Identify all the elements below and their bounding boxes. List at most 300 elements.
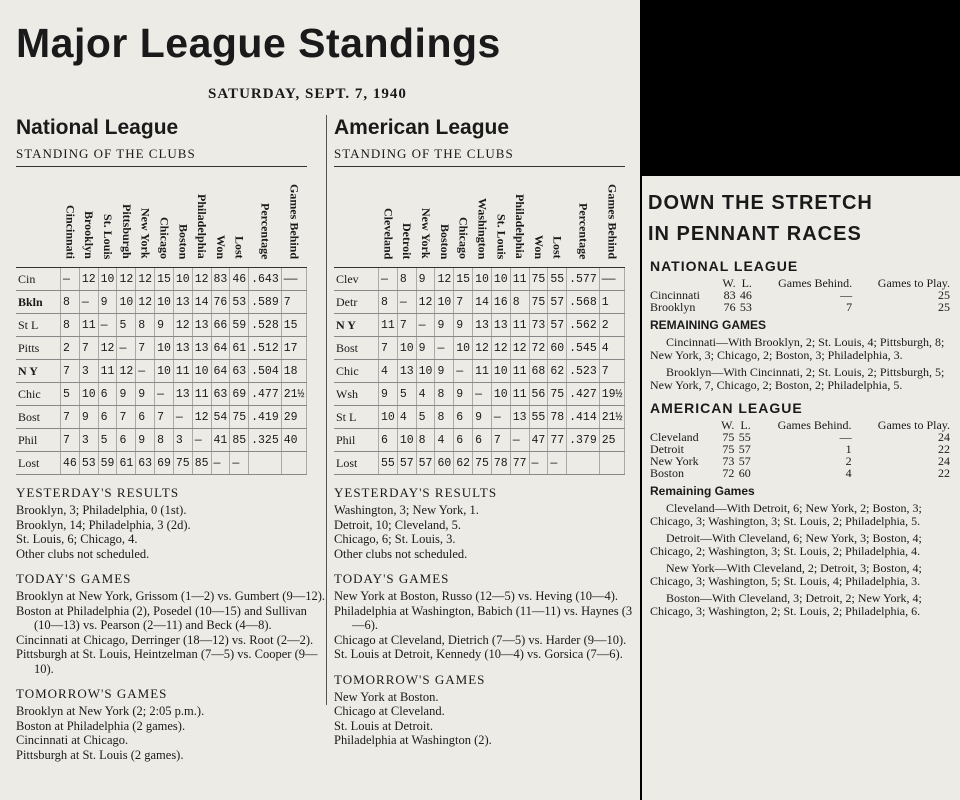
today-list: [334, 589, 634, 662]
stat-cell: .379: [567, 429, 600, 452]
table-row: [16, 337, 307, 360]
stretch-cell: 60: [738, 466, 751, 480]
national-league-column: [16, 112, 326, 762]
stat-cell: 85: [230, 429, 249, 452]
team-cell: Phil: [16, 429, 61, 452]
stat-cell: 13: [397, 360, 416, 383]
stat-cell: 57: [548, 314, 567, 337]
yesterday-heading: YESTERDAY'S RESULTS: [16, 485, 180, 500]
column-header-label: Percentage: [576, 202, 591, 259]
stretch-cell: New York: [650, 454, 699, 468]
stretch-al-table: [650, 419, 950, 479]
stretch-cell: 55: [738, 430, 751, 444]
stretch-cell: 75: [722, 442, 735, 456]
column-header: [173, 167, 192, 268]
stat-cell: —: [379, 268, 398, 291]
column-header: [117, 167, 136, 268]
stat-cell: .568: [567, 291, 600, 314]
stat-cell: —: [397, 291, 416, 314]
team-cell: Lost: [16, 452, 61, 475]
stat-cell: 4: [379, 360, 398, 383]
stat-cell: 10: [491, 268, 510, 291]
column-header: [211, 167, 230, 268]
standings-subtitle: STANDING OF THE CLUBS: [16, 146, 196, 161]
page-headline: Major League Standings: [16, 20, 501, 66]
stretch-cell: 72: [722, 466, 735, 480]
stat-cell: [599, 452, 625, 475]
stretch-column-header: W.: [722, 276, 736, 290]
list-item: Philadelphia at Washington (2).: [334, 733, 492, 747]
column-header: [155, 167, 174, 268]
stat-cell: 73: [529, 314, 548, 337]
stat-cell: 68: [529, 360, 548, 383]
stat-cell: [249, 452, 282, 475]
stat-cell: —: [510, 429, 529, 452]
dateline: SATURDAY, SEPT. 7, 1940: [208, 86, 407, 102]
column-header-label: Brooklyn: [82, 211, 97, 259]
team-cell: Bost: [334, 337, 379, 360]
stat-cell: 60: [435, 452, 454, 475]
stat-cell: .325: [249, 429, 282, 452]
column-header-label: Detroit: [400, 222, 415, 259]
table-row: [650, 467, 950, 479]
stat-cell: 9: [117, 383, 136, 406]
stretch-cell: 22: [938, 442, 950, 456]
stretch-cell: 22: [938, 466, 950, 480]
stat-cell: .504: [249, 360, 282, 383]
tomorrow-heading: TOMORROW'S GAMES: [334, 671, 486, 687]
column-header-label: Cleveland: [381, 207, 396, 259]
stat-cell: 10: [117, 291, 136, 314]
yesterday-heading: YESTERDAY'S RESULTS: [334, 485, 498, 500]
column-header: [529, 167, 548, 268]
stat-cell: 10: [192, 360, 211, 383]
stat-cell: 7: [155, 406, 174, 429]
stat-cell: 63: [211, 383, 230, 406]
list-item: Cincinnati at Chicago.: [16, 733, 129, 747]
column-header-label: Boston: [437, 223, 452, 259]
table-row: [16, 291, 307, 314]
column-header-label: Lost: [232, 236, 247, 259]
table-row: [650, 301, 950, 313]
stat-cell: 9: [435, 314, 454, 337]
stat-cell: 7: [454, 291, 473, 314]
stat-cell: 10: [491, 360, 510, 383]
stat-cell: 64: [211, 360, 230, 383]
stat-cell: —: [211, 452, 230, 475]
stretch-cell: 57: [738, 442, 751, 456]
standings-header-row: [334, 167, 625, 268]
stat-cell: 13: [491, 314, 510, 337]
stretch-cell: 24: [938, 430, 950, 444]
stat-cell: 9: [435, 360, 454, 383]
stat-cell: [567, 452, 600, 475]
team-cell: N Y: [334, 314, 379, 337]
stat-cell: 10: [416, 360, 435, 383]
team-cell: Phil: [334, 429, 379, 452]
stat-cell: 75: [529, 268, 548, 291]
stat-cell: 12: [117, 268, 136, 291]
stretch-cell: 25: [938, 300, 950, 314]
stat-cell: —: [117, 337, 136, 360]
list-item: Boston at Philadelphia (2 games).: [16, 718, 186, 733]
stat-cell: 12: [192, 406, 211, 429]
stat-cell: 11: [510, 360, 529, 383]
stat-cell: 78: [548, 406, 567, 429]
column-header-label: Percentage: [258, 202, 273, 259]
stat-cell: 6: [117, 429, 136, 452]
column-header-label: Lost: [550, 236, 565, 259]
table-row: [16, 452, 307, 475]
column-header: [192, 167, 211, 268]
list-item: Other clubs not scheduled.: [334, 546, 468, 561]
column-header: [230, 167, 249, 268]
league-title: American League: [334, 116, 510, 139]
stat-cell: 75: [173, 452, 192, 475]
stat-cell: .643: [249, 268, 282, 291]
stat-cell: 40: [281, 429, 307, 452]
column-header: [548, 167, 567, 268]
stat-cell: 9: [136, 429, 155, 452]
table-row: [650, 289, 950, 301]
stat-cell: 10: [173, 268, 192, 291]
stat-cell: 8: [136, 314, 155, 337]
stat-cell: 8: [416, 429, 435, 452]
header-corner: [334, 167, 379, 268]
list-item: St. Louis at Detroit, Kennedy (10—4) vs. Gorsica (7—6).: [334, 647, 623, 661]
stat-cell: 10: [79, 383, 98, 406]
column-header: [79, 167, 98, 268]
stat-cell: 8: [155, 429, 174, 452]
column-header: [397, 167, 416, 268]
list-item: St. Louis at Detroit.: [334, 718, 433, 733]
today-list: [16, 589, 326, 676]
stat-cell: 15: [155, 268, 174, 291]
list-item: Brooklyn at New York (2; 2:05 p.m.).: [16, 704, 205, 718]
yesterday-list: [16, 503, 326, 561]
stat-cell: —: [61, 268, 80, 291]
remaining-paragraph: Detroit—With Cleveland, 6; New York, 3; Boston, 4; Chicago, 2; Washington, 3; St. Louis, 2; Philadelphia, 4.: [650, 531, 922, 558]
stat-cell: 15: [281, 314, 307, 337]
list-item: Cincinnati at Chicago, Derringer (18—12) vs. Root (2—2).: [16, 632, 314, 647]
stat-cell: 7: [61, 429, 80, 452]
stat-cell: 47: [529, 429, 548, 452]
stat-cell: 4: [416, 383, 435, 406]
stat-cell: 69: [155, 452, 174, 475]
stretch-cell: 73: [722, 454, 735, 468]
stat-cell: .414: [567, 406, 600, 429]
stretch-cell: 7: [846, 300, 853, 314]
stat-cell: 25: [599, 429, 625, 452]
stat-cell: —: [454, 360, 473, 383]
stretch-cell: —: [839, 430, 852, 444]
stat-cell: —: [173, 406, 192, 429]
stretch-al-title: AMERICAN LEAGUE: [650, 400, 803, 416]
stat-cell: 77: [510, 452, 529, 475]
stat-cell: 13: [510, 406, 529, 429]
stat-cell: 8: [379, 291, 398, 314]
stretch-title-line1: DOWN THE STRETCH: [648, 192, 873, 214]
stat-cell: 11: [192, 383, 211, 406]
stat-cell: 21½: [281, 383, 307, 406]
stat-cell: 18: [281, 360, 307, 383]
stat-cell: 54: [211, 406, 230, 429]
stat-cell: .427: [567, 383, 600, 406]
stat-cell: 9: [416, 337, 435, 360]
column-header-label: Games Behind: [605, 183, 620, 259]
column-header-label: Chicago: [157, 217, 172, 259]
standings-table: [16, 166, 307, 475]
stat-cell: —: [473, 383, 492, 406]
stat-cell: .589: [249, 291, 282, 314]
stat-cell: 7: [491, 429, 510, 452]
stat-cell: 57: [416, 452, 435, 475]
stat-cell: 17: [281, 337, 307, 360]
list-item: Pittsburgh at St. Louis, Heintzelman (7—5) vs. Cooper (9—10).: [16, 647, 318, 676]
stat-cell: 6: [454, 406, 473, 429]
stat-cell: 59: [98, 452, 117, 475]
stat-cell: 6: [379, 429, 398, 452]
stretch-column-header: W.: [721, 418, 735, 432]
list-item: New York at Boston, Russo (12—5) vs. Heving (10—4).: [334, 589, 619, 603]
team-cell: Bost: [16, 406, 61, 429]
stat-cell: 9: [454, 314, 473, 337]
stat-cell: —: [548, 452, 567, 475]
stat-cell: 4: [397, 406, 416, 429]
stretch-column-header: Games Behind.: [778, 276, 853, 290]
stat-cell: 6: [473, 429, 492, 452]
table-row: [650, 455, 950, 467]
stat-cell: 10: [155, 337, 174, 360]
stat-cell: 62: [454, 452, 473, 475]
column-header-label: New York: [138, 208, 153, 259]
stat-cell: 12: [136, 268, 155, 291]
table-row: [16, 314, 307, 337]
list-item: Brooklyn at New York, Grissom (1—2) vs. Gumbert (9—12).: [16, 589, 326, 603]
column-header: [136, 167, 155, 268]
stat-cell: 6: [136, 406, 155, 429]
stat-cell: .523: [567, 360, 600, 383]
american-league-column: [334, 112, 634, 748]
stat-cell: .512: [249, 337, 282, 360]
stat-cell: 12: [473, 337, 492, 360]
right-clipping: [642, 176, 960, 800]
stat-cell: 8: [397, 268, 416, 291]
tomorrow-list: [16, 704, 326, 762]
today-heading: TODAY'S GAMES: [16, 571, 132, 586]
column-header-label: Won: [213, 234, 228, 259]
stat-cell: 59: [230, 314, 249, 337]
stretch-al-remaining-title: Remaining Games: [650, 484, 755, 498]
column-header-label: Won: [531, 234, 546, 259]
stat-cell: 5: [397, 383, 416, 406]
stretch-title: [648, 188, 873, 250]
stat-cell: 56: [529, 383, 548, 406]
stat-cell: 9: [98, 291, 117, 314]
stretch-column-header: L.: [741, 276, 752, 290]
stat-cell: 55: [529, 406, 548, 429]
stat-cell: 13: [473, 314, 492, 337]
list-item: Detroit, 10; Cleveland, 5.: [334, 517, 462, 532]
stretch-cell: Cleveland: [650, 430, 699, 444]
stat-cell: 55: [548, 268, 567, 291]
column-header: [473, 167, 492, 268]
stat-cell: 77: [548, 429, 567, 452]
standings-header-row: [16, 167, 307, 268]
yesterday-list: [334, 503, 634, 561]
stat-cell: .577: [567, 268, 600, 291]
stat-cell: —: [79, 291, 98, 314]
stat-cell: 69: [230, 383, 249, 406]
list-item: Other clubs not scheduled.: [16, 546, 150, 561]
list-item: New York at Boston.: [334, 689, 439, 704]
column-header: [567, 167, 600, 268]
stat-cell: 78: [491, 452, 510, 475]
stat-cell: 13: [173, 291, 192, 314]
stat-cell: 11: [379, 314, 398, 337]
stat-cell: 72: [529, 337, 548, 360]
stat-cell: 12: [173, 314, 192, 337]
stretch-cell: 1: [845, 442, 852, 456]
stat-cell: 46: [230, 268, 249, 291]
stat-cell: 7: [117, 406, 136, 429]
stretch-cell: 75: [722, 430, 735, 444]
column-header-label: Pittsburgh: [119, 204, 134, 259]
stat-cell: 85: [192, 452, 211, 475]
stat-cell: 15: [454, 268, 473, 291]
list-item: Washington, 3; New York, 1.: [334, 503, 479, 517]
today-heading: TODAY'S GAMES: [334, 571, 450, 586]
list-item: Chicago at Cleveland, Dietrich (7—5) vs. Harder (9—10).: [334, 632, 627, 647]
stat-cell: 12: [435, 268, 454, 291]
remaining-paragraph: Cincinnati—With Brooklyn, 2; St. Louis, 4; Pittsburgh, 8; New York, 3; Chicago, 2; Boston, 3; Philadelphia, 3.: [650, 335, 945, 362]
team-cell: Lost: [334, 452, 379, 475]
team-cell: Detr: [334, 291, 379, 314]
stat-cell: —: [155, 383, 174, 406]
tomorrow-heading: TOMORROW'S GAMES: [16, 686, 168, 701]
stat-cell: —: [491, 406, 510, 429]
header-corner: [16, 167, 61, 268]
stat-cell: 6: [454, 429, 473, 452]
stat-cell: 8: [435, 406, 454, 429]
column-header: [98, 167, 117, 268]
stat-cell: 9: [454, 383, 473, 406]
stat-cell: .528: [249, 314, 282, 337]
stat-cell: 14: [192, 291, 211, 314]
stat-cell: 61: [230, 337, 249, 360]
stretch-cell: Cincinnati: [650, 288, 700, 302]
stat-cell: 12: [510, 337, 529, 360]
team-cell: Wsh: [334, 383, 379, 406]
stat-cell: 10: [98, 268, 117, 291]
stat-cell: 75: [230, 406, 249, 429]
stat-cell: 7: [61, 360, 80, 383]
stretch-cell: Brooklyn: [650, 300, 696, 314]
table-row: [334, 291, 625, 314]
table-row: [16, 383, 307, 406]
stat-cell: 6: [98, 383, 117, 406]
stat-cell: 10: [397, 429, 416, 452]
stretch-nl-remaining-title: REMAINING GAMES: [650, 318, 767, 332]
stat-cell: .562: [567, 314, 600, 337]
stat-cell: 75: [548, 383, 567, 406]
column-header-label: Cincinnati: [63, 204, 78, 259]
stat-cell: —: [416, 314, 435, 337]
stat-cell: 12: [98, 337, 117, 360]
stat-cell: 19½: [599, 383, 625, 406]
stat-cell: .545: [567, 337, 600, 360]
league-title: National League: [16, 116, 179, 139]
team-cell: St L: [334, 406, 379, 429]
column-header: [454, 167, 473, 268]
stretch-cell: 46: [739, 288, 752, 302]
stat-cell: 8: [61, 291, 80, 314]
stat-cell: 5: [98, 429, 117, 452]
stat-cell: 76: [211, 291, 230, 314]
team-cell: Chic: [16, 383, 61, 406]
stat-cell: 7: [397, 314, 416, 337]
stat-cell: —: [192, 429, 211, 452]
stretch-cell: —: [840, 288, 853, 302]
remaining-paragraph: Brooklyn—With Cincinnati, 2; St. Louis, 2; Pittsburgh, 5; New York, 7, Chicago, 2; Boston, 2; Philadelphia, 5.: [650, 365, 945, 392]
standings-body: [334, 268, 625, 475]
stat-cell: 7: [599, 360, 625, 383]
stretch-nl-table: [650, 277, 950, 313]
stat-cell: 2: [61, 337, 80, 360]
column-header-label: Washington: [475, 197, 490, 259]
stretch-nl-remaining: [650, 336, 950, 392]
stat-cell: 11: [510, 314, 529, 337]
remaining-paragraph: Cleveland—With Detroit, 6; New York, 2; Boston, 3; Chicago, 3; Washington, 3; St. Louis, 2; Philadelphia, 5.: [650, 501, 922, 528]
stat-cell: 21½: [599, 406, 625, 429]
stat-cell: 9: [379, 383, 398, 406]
stat-cell: 75: [529, 291, 548, 314]
team-cell: Cin: [16, 268, 61, 291]
stat-cell: 10: [155, 360, 174, 383]
stretch-cell: 53: [739, 300, 752, 314]
table-row: [334, 429, 625, 452]
stat-cell: 10: [435, 291, 454, 314]
stat-cell: 11: [98, 360, 117, 383]
table-row: [334, 360, 625, 383]
stat-cell: 11: [510, 268, 529, 291]
stat-cell: 83: [211, 268, 230, 291]
stat-cell: 5: [61, 383, 80, 406]
stat-cell: 46: [61, 452, 80, 475]
stat-cell: 4: [435, 429, 454, 452]
stat-cell: 12: [491, 337, 510, 360]
stat-cell: 57: [548, 291, 567, 314]
stat-cell: 55: [379, 452, 398, 475]
stat-cell: .419: [249, 406, 282, 429]
stretch-body: [650, 260, 950, 622]
stat-cell: [281, 452, 307, 475]
stat-cell: 12: [192, 268, 211, 291]
stat-cell: 66: [211, 314, 230, 337]
stat-cell: 12: [416, 291, 435, 314]
stat-cell: .477: [249, 383, 282, 406]
stat-cell: 10: [473, 268, 492, 291]
stat-cell: 13: [173, 337, 192, 360]
team-cell: Chic: [334, 360, 379, 383]
stat-cell: —: [529, 452, 548, 475]
remaining-paragraph: New York—With Cleveland, 2; Detroit, 3; Boston, 4; Chicago, 3; Washington, 5; St. Louis, 4; Philadelphia, 3.: [650, 561, 922, 588]
standings-table: [334, 166, 625, 475]
stat-cell: 53: [230, 291, 249, 314]
table-row: [334, 406, 625, 429]
stretch-column-header: Games to Play.: [877, 418, 950, 432]
team-cell: Bkln: [16, 291, 61, 314]
